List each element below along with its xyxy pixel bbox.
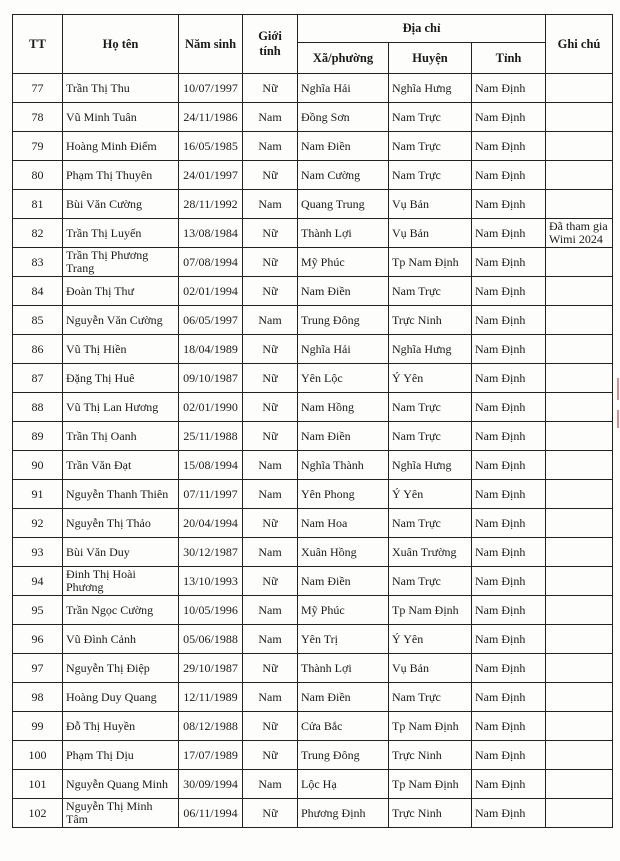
cell-gender: Nữ xyxy=(243,219,298,248)
header-ho-ten: Họ tên xyxy=(63,15,179,74)
cell-name: Trần Thị Phương Trang xyxy=(63,248,179,277)
cell-dob: 10/07/1997 xyxy=(179,74,243,103)
cell-dob: 07/08/1994 xyxy=(179,248,243,277)
cell-dob: 12/11/1989 xyxy=(179,683,243,712)
cell-gender: Nữ xyxy=(243,335,298,364)
cell-province: Nam Định xyxy=(472,364,546,393)
cell-province: Nam Định xyxy=(472,393,546,422)
cell-note xyxy=(546,74,613,103)
cell-province: Nam Định xyxy=(472,683,546,712)
table-row xyxy=(13,422,613,451)
cell-gender: Nữ xyxy=(243,509,298,538)
table-row xyxy=(13,567,613,596)
cell-province: Nam Định xyxy=(472,219,546,248)
cell-gender: Nữ xyxy=(243,248,298,277)
cell-district: Nam Trực xyxy=(389,567,472,596)
cell-dob: 02/01/1994 xyxy=(179,277,243,306)
table-row xyxy=(13,219,613,248)
cell-ward: Nam Điền xyxy=(298,567,389,596)
cell-ward: Lộc Hạ xyxy=(298,770,389,799)
cell-province: Nam Định xyxy=(472,712,546,741)
cell-district: Tp Nam Định xyxy=(389,712,472,741)
cell-note xyxy=(546,103,613,132)
cell-province: Nam Định xyxy=(472,277,546,306)
cell-dob: 15/08/1994 xyxy=(179,451,243,480)
table-row xyxy=(13,480,613,509)
cell-district: Tp Nam Định xyxy=(389,248,472,277)
cell-dob: 05/06/1988 xyxy=(179,625,243,654)
cell-district: Tp Nam Định xyxy=(389,770,472,799)
cell-tt: 93 xyxy=(13,538,63,567)
table-row xyxy=(13,509,613,538)
cell-district: Xuân Trường xyxy=(389,538,472,567)
cell-district: Ý Yên xyxy=(389,364,472,393)
cell-note xyxy=(546,335,613,364)
cell-name: Vũ Thị Hiền xyxy=(63,335,179,364)
cell-note xyxy=(546,190,613,219)
cell-ward: Nghĩa Hải xyxy=(298,74,389,103)
cell-note xyxy=(546,480,613,509)
cell-province: Nam Định xyxy=(472,567,546,596)
cell-tt: 87 xyxy=(13,364,63,393)
header-xa-phuong: Xã/phường xyxy=(298,43,389,74)
header-nam-sinh: Năm sinh xyxy=(179,15,243,74)
cell-dob: 08/12/1988 xyxy=(179,712,243,741)
table-row xyxy=(13,770,613,799)
table-row xyxy=(13,132,613,161)
cell-tt: 77 xyxy=(13,74,63,103)
cell-dob: 02/01/1990 xyxy=(179,393,243,422)
scan-edge-mark xyxy=(617,378,619,400)
cell-district: Vụ Bản xyxy=(389,190,472,219)
cell-district: Nam Trực xyxy=(389,277,472,306)
cell-province: Nam Định xyxy=(472,538,546,567)
table-row xyxy=(13,248,613,277)
cell-tt: 90 xyxy=(13,451,63,480)
cell-province: Nam Định xyxy=(472,596,546,625)
table-row xyxy=(13,74,613,103)
cell-name: Đỗ Thị Huyền xyxy=(63,712,179,741)
cell-tt: 88 xyxy=(13,393,63,422)
cell-name: Nguyễn Văn Cường xyxy=(63,306,179,335)
cell-name: Phạm Thị Dịu xyxy=(63,741,179,770)
cell-tt: 86 xyxy=(13,335,63,364)
cell-district: Trực Ninh xyxy=(389,741,472,770)
cell-note xyxy=(546,770,613,799)
cell-ward: Nam Điền xyxy=(298,277,389,306)
table-row xyxy=(13,103,613,132)
cell-dob: 13/08/1984 xyxy=(179,219,243,248)
cell-dob: 24/11/1986 xyxy=(179,103,243,132)
cell-gender: Nam xyxy=(243,190,298,219)
cell-gender: Nữ xyxy=(243,161,298,190)
cell-note xyxy=(546,132,613,161)
cell-note xyxy=(546,451,613,480)
cell-gender: Nữ xyxy=(243,799,298,828)
table-row xyxy=(13,306,613,335)
cell-district: Vụ Bản xyxy=(389,219,472,248)
cell-dob: 09/10/1987 xyxy=(179,364,243,393)
cell-ward: Cửa Bắc xyxy=(298,712,389,741)
cell-dob: 06/11/1994 xyxy=(179,799,243,828)
cell-ward: Yên Trị xyxy=(298,625,389,654)
cell-province: Nam Định xyxy=(472,770,546,799)
cell-dob: 17/07/1989 xyxy=(179,741,243,770)
cell-note xyxy=(546,683,613,712)
cell-note xyxy=(546,596,613,625)
table-row xyxy=(13,596,613,625)
cell-dob: 13/10/1993 xyxy=(179,567,243,596)
cell-province: Nam Định xyxy=(472,248,546,277)
cell-name: Đoàn Thị Thư xyxy=(63,277,179,306)
table-row xyxy=(13,799,613,828)
table-row xyxy=(13,683,613,712)
cell-tt: 96 xyxy=(13,625,63,654)
cell-province: Nam Định xyxy=(472,74,546,103)
table-row xyxy=(13,364,613,393)
cell-province: Nam Định xyxy=(472,625,546,654)
cell-name: Đặng Thị Huê xyxy=(63,364,179,393)
cell-note xyxy=(546,741,613,770)
cell-gender: Nữ xyxy=(243,567,298,596)
cell-ward: Nam Hoa xyxy=(298,509,389,538)
cell-ward: Thành Lợi xyxy=(298,654,389,683)
cell-district: Ý Yên xyxy=(389,480,472,509)
cell-gender: Nam xyxy=(243,770,298,799)
cell-gender: Nam xyxy=(243,596,298,625)
table-row xyxy=(13,335,613,364)
cell-ward: Đồng Sơn xyxy=(298,103,389,132)
cell-name: Hoàng Minh Điểm xyxy=(63,132,179,161)
table-row xyxy=(13,277,613,306)
cell-gender: Nam xyxy=(243,103,298,132)
cell-district: Nghĩa Hưng xyxy=(389,451,472,480)
cell-tt: 101 xyxy=(13,770,63,799)
cell-ward: Xuân Hồng xyxy=(298,538,389,567)
cell-name: Trần Thị Oanh xyxy=(63,422,179,451)
cell-note xyxy=(546,799,613,828)
cell-district: Vụ Bản xyxy=(389,654,472,683)
cell-province: Nam Định xyxy=(472,161,546,190)
cell-district: Nam Trực xyxy=(389,509,472,538)
cell-ward: Phương Định xyxy=(298,799,389,828)
cell-dob: 18/04/1989 xyxy=(179,335,243,364)
cell-province: Nam Định xyxy=(472,799,546,828)
cell-tt: 85 xyxy=(13,306,63,335)
cell-tt: 83 xyxy=(13,248,63,277)
cell-province: Nam Định xyxy=(472,480,546,509)
header-dia-chi: Địa chỉ xyxy=(298,15,546,43)
cell-note: Đã tham gia Wimi 2024 xyxy=(546,219,613,248)
cell-ward: Nghĩa Thành xyxy=(298,451,389,480)
cell-ward: Nam Điền xyxy=(298,132,389,161)
cell-tt: 99 xyxy=(13,712,63,741)
cell-ward: Nam Điền xyxy=(298,422,389,451)
cell-note xyxy=(546,567,613,596)
cell-tt: 78 xyxy=(13,103,63,132)
table-row xyxy=(13,741,613,770)
header-gioi-tinh: Giới tính xyxy=(243,15,298,74)
roster-body xyxy=(13,74,613,828)
cell-tt: 80 xyxy=(13,161,63,190)
cell-gender: Nam xyxy=(243,538,298,567)
cell-district: Nghĩa Hưng xyxy=(389,74,472,103)
cell-province: Nam Định xyxy=(472,509,546,538)
cell-name: Hoàng Duy Quang xyxy=(63,683,179,712)
cell-district: Tp Nam Định xyxy=(389,596,472,625)
header-tinh: Tỉnh xyxy=(472,43,546,74)
cell-note xyxy=(546,277,613,306)
cell-dob: 07/11/1997 xyxy=(179,480,243,509)
cell-province: Nam Định xyxy=(472,132,546,161)
table-row xyxy=(13,451,613,480)
cell-district: Trực Ninh xyxy=(389,306,472,335)
cell-tt: 79 xyxy=(13,132,63,161)
cell-province: Nam Định xyxy=(472,335,546,364)
cell-note xyxy=(546,248,613,277)
cell-ward: Nam Hồng xyxy=(298,393,389,422)
table-row xyxy=(13,161,613,190)
cell-province: Nam Định xyxy=(472,451,546,480)
cell-district: Nam Trực xyxy=(389,683,472,712)
cell-tt: 92 xyxy=(13,509,63,538)
cell-name: Trần Thị Luyến xyxy=(63,219,179,248)
cell-ward: Thành Lợi xyxy=(298,219,389,248)
cell-province: Nam Định xyxy=(472,306,546,335)
cell-note xyxy=(546,364,613,393)
cell-name: Trần Ngọc Cường xyxy=(63,596,179,625)
cell-dob: 24/01/1997 xyxy=(179,161,243,190)
cell-name: Bùi Văn Duy xyxy=(63,538,179,567)
cell-district: Nam Trực xyxy=(389,132,472,161)
table-row xyxy=(13,538,613,567)
cell-tt: 95 xyxy=(13,596,63,625)
cell-ward: Mỹ Phúc xyxy=(298,596,389,625)
cell-name: Trần Văn Đạt xyxy=(63,451,179,480)
cell-gender: Nữ xyxy=(243,277,298,306)
cell-note xyxy=(546,538,613,567)
cell-gender: Nữ xyxy=(243,741,298,770)
cell-ward: Nam Cường xyxy=(298,161,389,190)
cell-dob: 20/04/1994 xyxy=(179,509,243,538)
cell-dob: 16/05/1985 xyxy=(179,132,243,161)
cell-dob: 30/09/1994 xyxy=(179,770,243,799)
cell-ward: Yên Phong xyxy=(298,480,389,509)
cell-ward: Nghĩa Hải xyxy=(298,335,389,364)
cell-note xyxy=(546,393,613,422)
cell-district: Nam Trực xyxy=(389,422,472,451)
cell-province: Nam Định xyxy=(472,422,546,451)
cell-name: Nguyễn Quang Minh xyxy=(63,770,179,799)
cell-gender: Nữ xyxy=(243,364,298,393)
cell-tt: 82 xyxy=(13,219,63,248)
cell-name: Nguyễn Thanh Thiên xyxy=(63,480,179,509)
cell-dob: 30/12/1987 xyxy=(179,538,243,567)
cell-name: Phạm Thị Thuyên xyxy=(63,161,179,190)
header-tt: TT xyxy=(13,15,63,74)
cell-name: Nguyễn Thị Điệp xyxy=(63,654,179,683)
cell-gender: Nữ xyxy=(243,74,298,103)
cell-district: Nam Trực xyxy=(389,161,472,190)
table-row xyxy=(13,190,613,219)
cell-gender: Nữ xyxy=(243,654,298,683)
cell-tt: 100 xyxy=(13,741,63,770)
cell-name: Nguyễn Thị Thảo xyxy=(63,509,179,538)
cell-note xyxy=(546,712,613,741)
cell-tt: 89 xyxy=(13,422,63,451)
table-row xyxy=(13,393,613,422)
cell-tt: 91 xyxy=(13,480,63,509)
cell-district: Nam Trực xyxy=(389,393,472,422)
cell-district: Nam Trực xyxy=(389,103,472,132)
cell-district: Nghĩa Hưng xyxy=(389,335,472,364)
cell-gender: Nữ xyxy=(243,422,298,451)
cell-dob: 29/10/1987 xyxy=(179,654,243,683)
cell-tt: 94 xyxy=(13,567,63,596)
cell-province: Nam Định xyxy=(472,654,546,683)
cell-gender: Nam xyxy=(243,132,298,161)
cell-name: Đinh Thị Hoài Phương xyxy=(63,567,179,596)
cell-name: Vũ Thị Lan Hương xyxy=(63,393,179,422)
cell-gender: Nam xyxy=(243,451,298,480)
cell-tt: 81 xyxy=(13,190,63,219)
cell-name: Nguyễn Thị Minh Tâm xyxy=(63,799,179,828)
cell-note xyxy=(546,161,613,190)
cell-ward: Nam Điền xyxy=(298,683,389,712)
cell-district: Ý Yên xyxy=(389,625,472,654)
cell-gender: Nữ xyxy=(243,393,298,422)
cell-ward: Trung Đông xyxy=(298,306,389,335)
cell-dob: 10/05/1996 xyxy=(179,596,243,625)
table-row xyxy=(13,625,613,654)
cell-note xyxy=(546,625,613,654)
header-ghi-chu: Ghi chú xyxy=(546,15,613,74)
cell-dob: 25/11/1988 xyxy=(179,422,243,451)
roster-table xyxy=(12,14,613,828)
cell-note xyxy=(546,509,613,538)
cell-province: Nam Định xyxy=(472,103,546,132)
cell-note xyxy=(546,306,613,335)
cell-name: Bùi Văn Cường xyxy=(63,190,179,219)
header-huyen: Huyện xyxy=(389,43,472,74)
cell-district: Trực Ninh xyxy=(389,799,472,828)
cell-province: Nam Định xyxy=(472,741,546,770)
cell-note xyxy=(546,654,613,683)
cell-ward: Mỹ Phúc xyxy=(298,248,389,277)
cell-gender: Nam xyxy=(243,306,298,335)
cell-gender: Nam xyxy=(243,683,298,712)
scan-edge-mark xyxy=(617,410,619,428)
cell-name: Trần Thị Thu xyxy=(63,74,179,103)
table-row xyxy=(13,654,613,683)
cell-dob: 06/05/1997 xyxy=(179,306,243,335)
cell-dob: 28/11/1992 xyxy=(179,190,243,219)
cell-tt: 97 xyxy=(13,654,63,683)
cell-tt: 84 xyxy=(13,277,63,306)
cell-note xyxy=(546,422,613,451)
cell-name: Vũ Minh Tuân xyxy=(63,103,179,132)
cell-gender: Nam xyxy=(243,625,298,654)
cell-gender: Nam xyxy=(243,480,298,509)
cell-tt: 102 xyxy=(13,799,63,828)
cell-ward: Quang Trung xyxy=(298,190,389,219)
cell-name: Vũ Đình Cảnh xyxy=(63,625,179,654)
cell-ward: Trung Đông xyxy=(298,741,389,770)
cell-tt: 98 xyxy=(13,683,63,712)
cell-gender: Nữ xyxy=(243,712,298,741)
cell-ward: Yên Lộc xyxy=(298,364,389,393)
cell-province: Nam Định xyxy=(472,190,546,219)
table-row xyxy=(13,712,613,741)
